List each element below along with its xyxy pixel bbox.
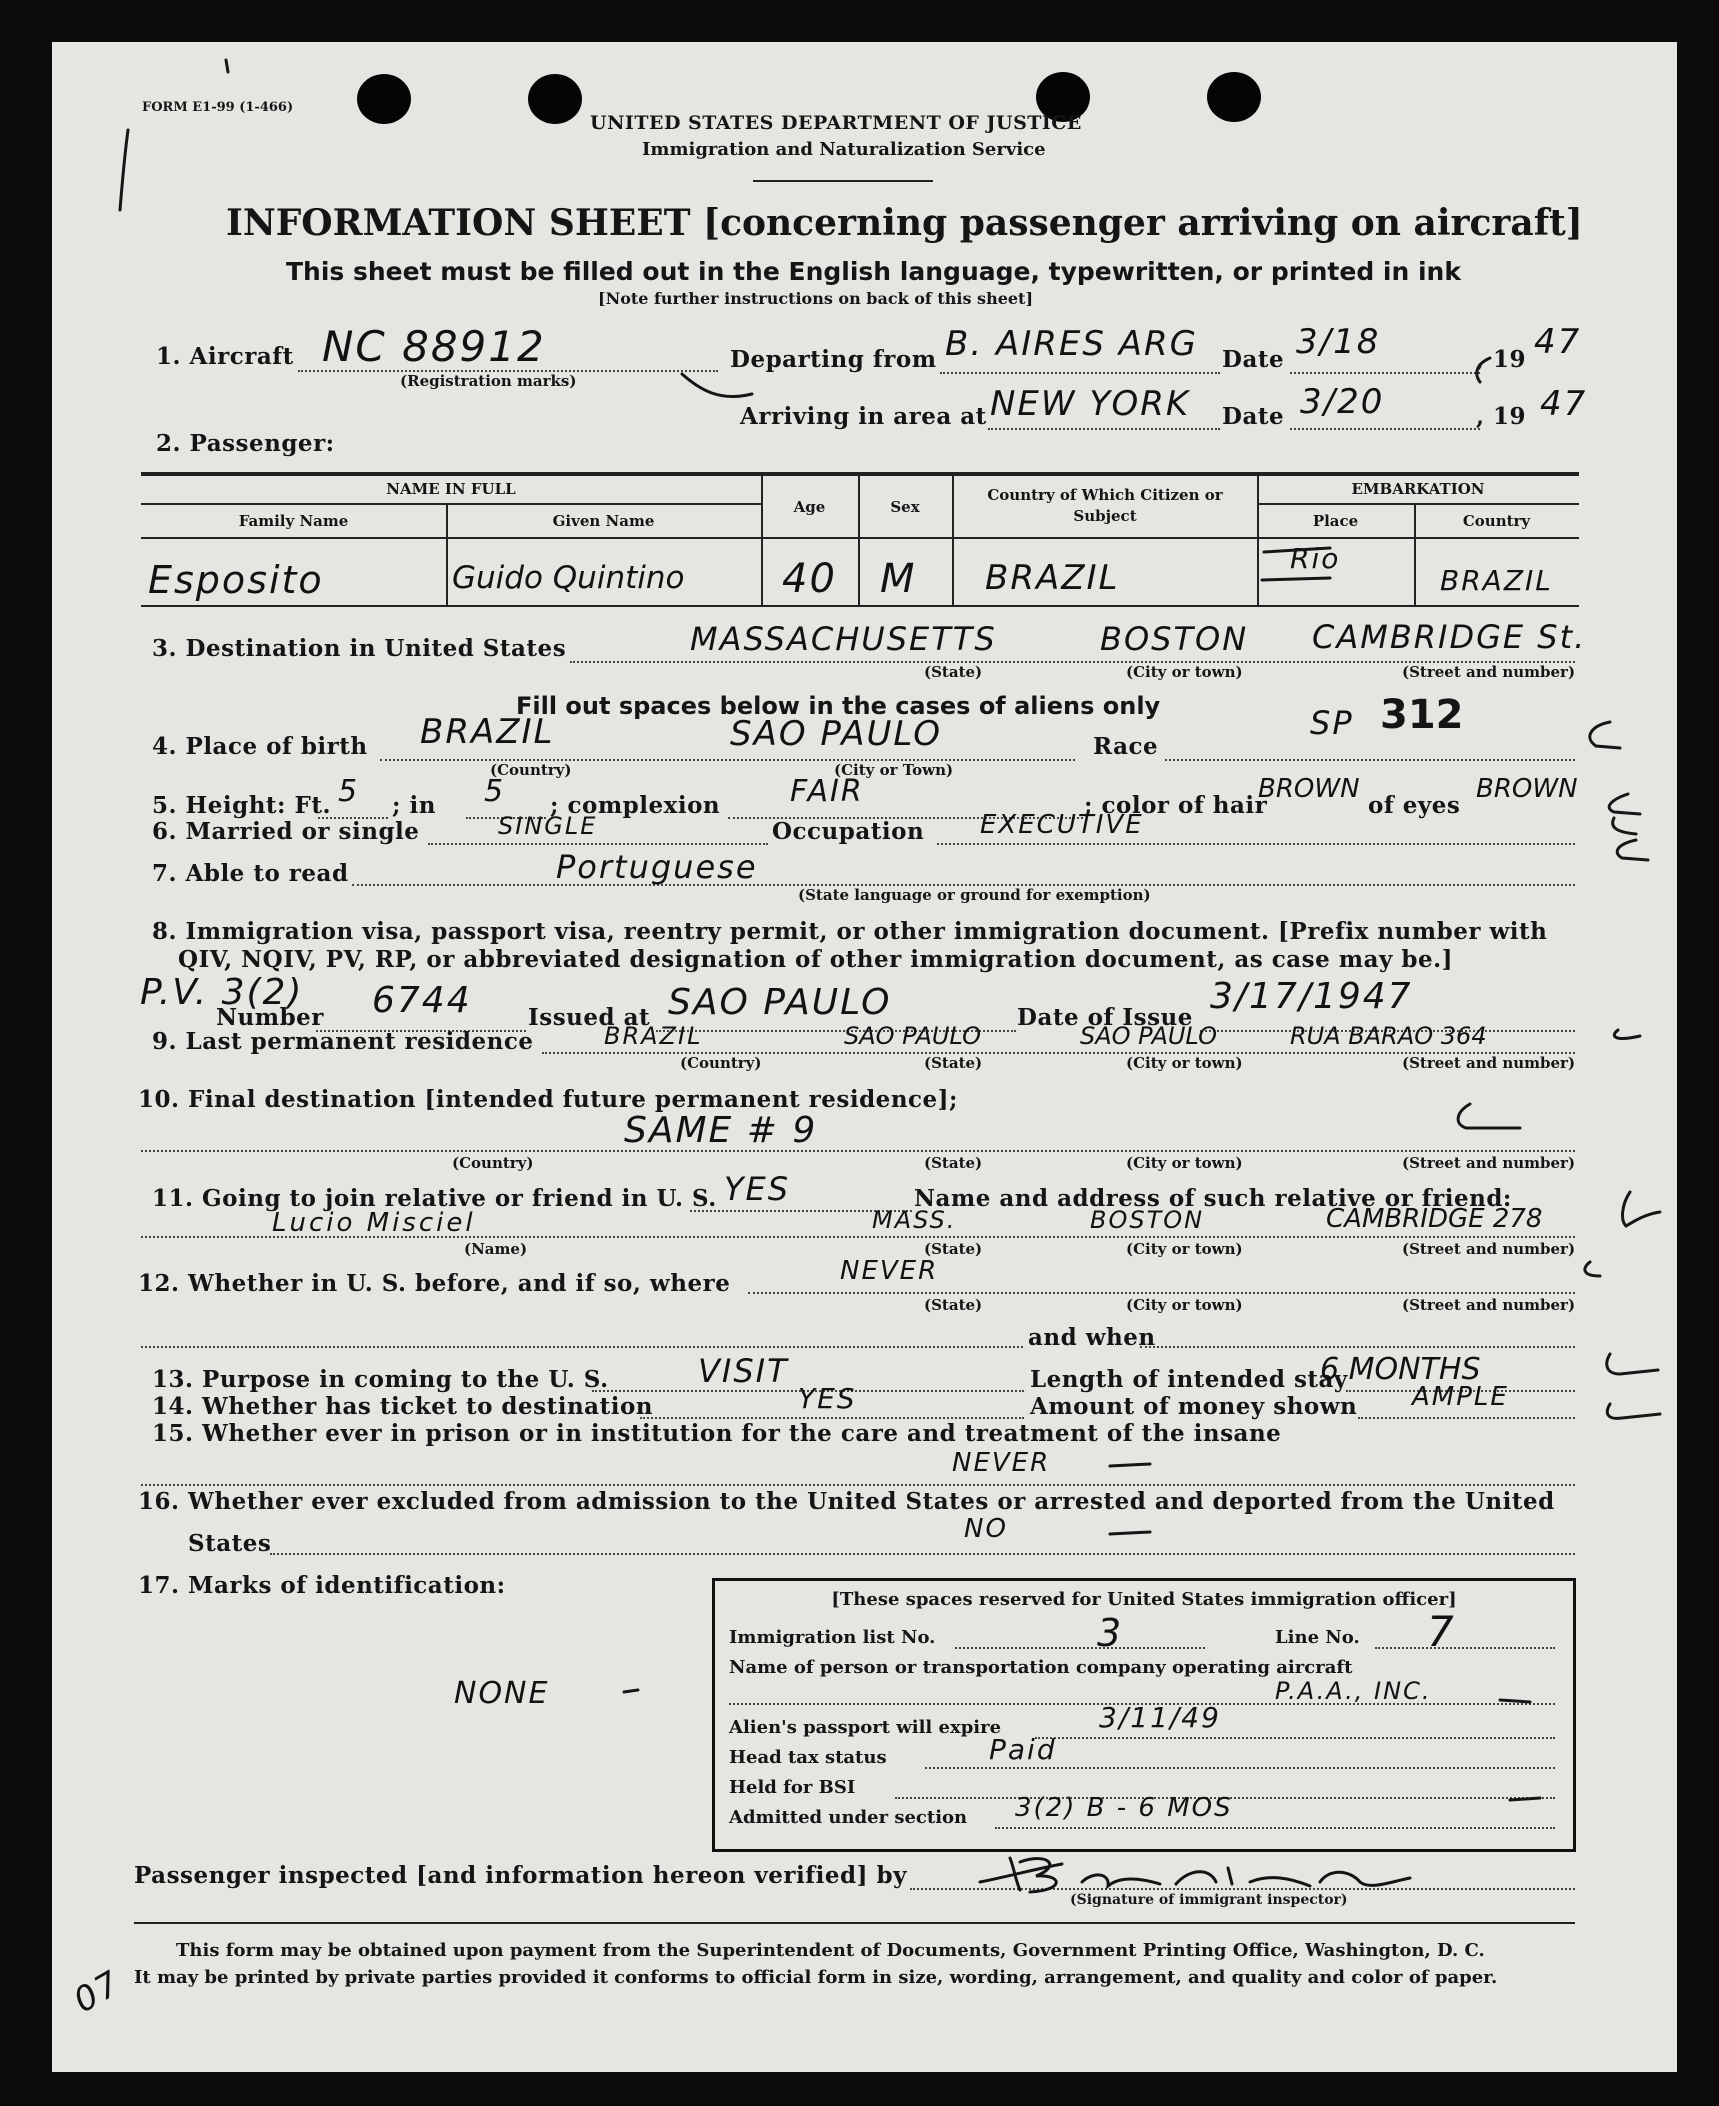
sex-value: M	[880, 556, 917, 602]
race-label: Race	[1093, 733, 1159, 760]
city-caption: (City or town)	[1126, 1054, 1243, 1072]
residence-label: 9. Last permanent residence	[152, 1028, 534, 1055]
length-of-stay-value: 6 MONTHS	[1320, 1352, 1481, 1387]
final-destination-value: SAME # 9	[624, 1110, 818, 1151]
head-tax-value: Paid	[989, 1733, 1057, 1766]
city-caption: (City or town)	[1126, 663, 1243, 681]
city-caption: (City or town)	[1126, 1240, 1243, 1258]
given-name-value: Guido Quintino	[452, 560, 685, 596]
aircraft-registration: NC 88912	[322, 322, 546, 371]
country-caption: (Country)	[490, 761, 572, 779]
purpose-value: VISIT	[698, 1352, 789, 1390]
family-name-header: Family Name	[238, 512, 349, 530]
service-name: Immigration and Naturalization Service	[642, 139, 1046, 160]
departing-date-label: Date	[1222, 346, 1285, 373]
date-of-issue-label: Date of Issue	[1017, 1004, 1193, 1031]
country-caption: (Country)	[452, 1154, 534, 1172]
hair-label: ; color of hair	[1084, 792, 1268, 819]
city-caption: (City or Town)	[834, 761, 954, 779]
ticket-value: YES	[798, 1382, 857, 1415]
residence-state: SAO PAULO	[844, 1022, 981, 1050]
money-value: AMPLE	[1412, 1382, 1509, 1412]
company-value: P.A.A., INC.	[1275, 1677, 1432, 1705]
stamp-number: 312	[1380, 692, 1464, 738]
footer-line-1: This form may be obtained upon payment from the Superintendent of Documents, Government Printing Office, Washington, D. C.	[176, 1940, 1485, 1961]
height-inches: 5	[484, 774, 506, 809]
departing-year: 47	[1534, 322, 1582, 362]
residence-city: SAO PAULO	[1080, 1022, 1217, 1050]
prison-label: 15. Whether ever in prison or in institution for the care and treatment of the insane	[152, 1420, 1282, 1447]
eyes-label: of eyes	[1368, 792, 1461, 819]
embarkation-country-value: BRAZIL	[1440, 564, 1553, 597]
issued-at-value: SAO PAULO	[668, 982, 892, 1023]
issued-at-label: Issued at	[528, 1004, 651, 1031]
arriving-in: NEW YORK	[990, 384, 1191, 424]
read-language: Portuguese	[556, 848, 758, 886]
date-of-issue-value: 3/17/1947	[1210, 976, 1413, 1017]
state-caption: (State)	[924, 1154, 983, 1172]
length-of-stay-label: Length of intended stay	[1030, 1366, 1348, 1393]
arriving-date-label: Date	[1222, 403, 1285, 430]
identification-label: 17. Marks of identification:	[138, 1572, 506, 1599]
document-label-1: 8. Immigration visa, passport visa, reentry permit, or other immigration document. [Prefix number with	[152, 918, 1548, 945]
height-feet: 5	[338, 774, 360, 809]
state-caption: (State)	[924, 1054, 983, 1072]
destination-city: BOSTON	[1100, 620, 1249, 658]
form-number: FORM E1-99 (1-466)	[142, 100, 294, 115]
aircraft-label: 1. Aircraft	[156, 343, 294, 370]
prison-value: NEVER	[952, 1448, 1051, 1478]
relative-name: Lucio Misciel	[272, 1208, 476, 1238]
registration-caption: (Registration marks)	[400, 372, 577, 390]
birthplace-label: 4. Place of birth	[152, 733, 368, 760]
hair-value: BROWN	[1258, 774, 1360, 804]
family-name-value: Esposito	[148, 558, 324, 602]
inspected-by-label: Passenger inspected [and information hereon verified] by	[134, 1862, 907, 1889]
prior-visit-label: 12. Whether in U. S. before, and if so, where	[138, 1270, 731, 1297]
country-header: Country	[1462, 512, 1531, 530]
city-caption: (City or town)	[1126, 1296, 1243, 1314]
ticket-label: 14. Whether has ticket to destination	[152, 1393, 654, 1420]
footer-line-2: It may be printed by private parties provided it conforms to official form in size, wording, arrangement, and quality and color of paper.	[134, 1967, 1498, 1988]
passport-expire-value: 3/11/49	[1099, 1701, 1221, 1734]
arriving-date: 3/20	[1300, 382, 1385, 422]
join-relative-value: YES	[724, 1170, 791, 1208]
country-caption: (Country)	[680, 1054, 762, 1072]
arriving-year: 47	[1540, 384, 1588, 424]
street-caption: (Street and number)	[1402, 1296, 1576, 1314]
city-caption: (City or town)	[1126, 1154, 1243, 1172]
instruction-note: [Note further instructions on back of this sheet]	[598, 289, 1034, 308]
form-title: INFORMATION SHEET [concerning passenger arriving on aircraft]	[226, 202, 1583, 244]
and-when-label: and when	[1028, 1324, 1156, 1351]
name-in-full-header: NAME IN FULL	[386, 480, 516, 498]
aliens-only-heading: Fill out spaces below in the cases of aliens only	[516, 692, 1161, 720]
place-header: Place	[1312, 512, 1359, 530]
married-value: SINGLE	[498, 812, 598, 840]
corner-annotation: 07	[67, 1962, 129, 2022]
list-no-label: Immigration list No.	[729, 1627, 936, 1648]
admitted-value: 3(2) B - 6 MOS	[1015, 1793, 1233, 1823]
stamp-annotation: SP	[1310, 704, 1354, 742]
citizenship-value: BRAZIL	[985, 558, 1120, 598]
birth-city: SAO PAULO	[730, 714, 943, 754]
excluded-label-1: 16. Whether ever excluded from admission to the United States or arrested and deported from the United	[138, 1488, 1555, 1515]
document-number-label: Number	[216, 1004, 324, 1031]
officer-box-header: [These spaces reserved for United States immigration officer]	[831, 1589, 1457, 1610]
inches-label: ; in	[392, 792, 436, 819]
age-header: Age	[793, 498, 826, 516]
embarkation-header: EMBARKATION	[1351, 480, 1485, 498]
bsi-label: Held for BSI	[729, 1777, 856, 1798]
street-caption: (Street and number)	[1402, 1154, 1576, 1172]
passport-expire-label: Alien's passport will expire	[729, 1717, 1002, 1738]
arriving-year-label: , 19	[1476, 403, 1527, 430]
street-caption: (Street and number)	[1402, 1240, 1576, 1258]
head-tax-label: Head tax status	[729, 1747, 887, 1768]
complexion-label: ; complexion	[550, 792, 721, 819]
departing-from: B. AIRES ARG	[945, 324, 1198, 364]
excluded-label-2: States	[188, 1530, 272, 1557]
relative-state: MASS.	[872, 1206, 957, 1234]
company-label: Name of person or transportation company operating aircraft	[729, 1657, 1353, 1678]
money-label: Amount of money shown	[1030, 1393, 1358, 1420]
relative-street: CAMBRIDGE 278	[1326, 1204, 1543, 1234]
street-caption: (Street and number)	[1402, 663, 1576, 681]
join-relative-label: 11. Going to join relative or friend in U. S.	[152, 1185, 717, 1212]
excluded-value: NO	[964, 1514, 1008, 1544]
destination-state: MASSACHUSETTS	[690, 620, 997, 658]
street-caption: (Street and number)	[1402, 1054, 1576, 1072]
embarkation-place-value: Rio	[1290, 542, 1341, 575]
prior-visit-value: NEVER	[840, 1256, 939, 1286]
occupation-label: Occupation	[772, 818, 925, 845]
eyes-value: BROWN	[1476, 774, 1578, 804]
passenger-label: 2. Passenger:	[156, 430, 335, 457]
citizenship-header: Country of Which Citizen or Subject	[987, 486, 1223, 525]
language-caption: (State language or ground for exemption)	[798, 886, 1151, 904]
state-caption: (State)	[924, 1240, 983, 1258]
state-caption: (State)	[924, 1296, 983, 1314]
occupation-value: EXECUTIVE	[980, 810, 1144, 840]
line-no-value: 7	[1427, 1607, 1456, 1656]
destination-label: 3. Destination in United States	[152, 635, 567, 662]
line-no-label: Line No.	[1275, 1627, 1360, 1648]
married-label: 6. Married or single	[152, 818, 420, 845]
residence-country: BRAZIL	[604, 1022, 703, 1050]
relative-city: BOSTON	[1090, 1206, 1205, 1234]
departing-year-label: , 19	[1476, 346, 1527, 373]
departing-label: Departing from	[730, 346, 937, 373]
document-label-2: QIV, NQIV, PV, RP, or abbreviated designation of other immigration document, as case may be.]	[178, 946, 1453, 973]
document-number: 6744	[372, 980, 472, 1021]
arriving-label: Arriving in area at	[740, 403, 987, 430]
purpose-label: 13. Purpose in coming to the U. S.	[152, 1366, 609, 1393]
height-label: 5. Height: Ft.	[152, 792, 332, 819]
document-prefix: P.V. 3(2)	[140, 972, 304, 1013]
relative-name-address-label: Name and address of such relative or friend:	[914, 1185, 1512, 1212]
signature-caption: (Signature of immigrant inspector)	[1070, 1892, 1348, 1908]
agency-name: UNITED STATES DEPARTMENT OF JUSTICE	[590, 112, 1082, 134]
admitted-label: Admitted under section	[729, 1807, 968, 1828]
residence-street: RUA BARAO 364	[1290, 1022, 1487, 1050]
final-destination-label: 10. Final destination [intended future permanent residence];	[138, 1086, 959, 1113]
destination-street: CAMBRIDGE St.	[1312, 618, 1587, 656]
list-no-value: 3	[1097, 1611, 1124, 1655]
birth-country: BRAZIL	[420, 712, 555, 752]
read-label: 7. Able to read	[152, 860, 349, 887]
given-name-header: Given Name	[552, 512, 655, 530]
age-value: 40	[782, 556, 837, 602]
complexion-value: FAIR	[790, 774, 864, 809]
departing-date: 3/18	[1296, 322, 1381, 362]
identification-value: NONE	[454, 1676, 550, 1711]
instruction: This sheet must be filled out in the English language, typewritten, or printed in ink	[286, 257, 1461, 286]
name-caption: (Name)	[464, 1240, 528, 1258]
state-caption: (State)	[924, 663, 983, 681]
sex-header: Sex	[890, 498, 920, 516]
